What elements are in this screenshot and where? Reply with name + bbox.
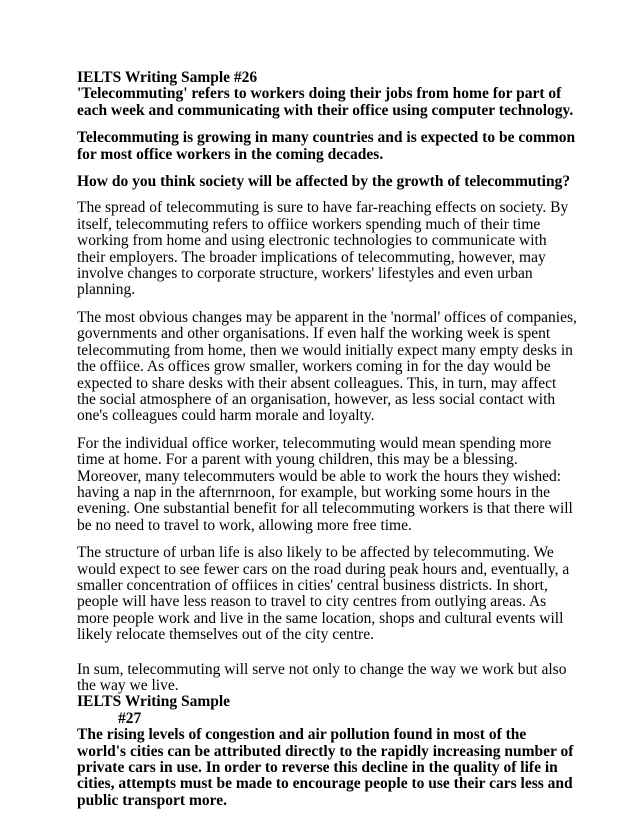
essay-paragraph-offices: The most obvious changes may be apparent in the 'normal' offices of companies, governments and other organisations. If even half the working week is spent telecommuting from home, then we would initially expect many empty desks in the offiice. As offices grow smaller, workers coming in for the day would be expected to share desks with their absent colleagues. This, in turn, may affect the social atmosphere of an organisation, however, as less social contact with one's colleagues could harm morale and loyalty.: [77, 308, 577, 425]
sample-26-title: IELTS Writing Sample #26: [77, 69, 258, 86]
essay-paragraph-individual: For the individual office worker, telecommuting would mean spending more time at home. For a parent with young children, this may be a blessing. Moreover, many telecommuters would be able to work the hours they wished: having a nap in the afternrnoon, for example, but working some hours in the evening. One substantial benefit for all telecommuting workers is that there will be no need to travel to work, allowing more free time.: [77, 434, 573, 534]
sample-26-prompt-statement: Telecommuting is growing in many countries and is expected to be common for most office workers in the coming decades.: [77, 129, 576, 163]
sample-27-number: #27: [118, 709, 142, 727]
essay-paragraph-urban: The structure of urban life is also likely to be affected by telecommuting. We would expect to see fewer cars on the road during peak hours and, eventually, a smaller concentration of offiices in cities' central business districts. In short, people will have less reason to travel to city centres from outlying areas. As more people work and live in the same location, shops and cultural events will likely relocate themselves out of the city centre.: [77, 544, 570, 644]
sample-26-question: How do you think society will be affected by the growth of telecommuting?: [77, 173, 571, 191]
sample-27-title: [77, 694, 577, 727]
essay-paragraph-conclusion: In sum, telecommuting will serve not only to change the way we work but also the way we live.: [77, 660, 567, 694]
sample-27-title-text: IELTS Writing Sample: [77, 693, 231, 711]
sample-27-prompt: The rising levels of congestion and air pollution found in most of the world's cities can be attributed directly to the rapidly increasing number of private cars in use. In order to reverse this decline in the quality of life in cities, attempts must be made to encourage people to use their cars less and public transport more.: [77, 726, 574, 809]
sample-26-prompt-definition: 'Telecommuting' refers to workers doing their jobs from home for part of each week and communicating with their office using computer technology.: [77, 85, 574, 119]
document-page: [77, 70, 577, 809]
essay-paragraph-intro: The spread of telecommuting is sure to have far-reaching effects on society. By itself, telecommuting refers to offiice workers spending much of their time working from home and using electronic technologies to communicate with their employers. The broader implications of telecommuting, however, may involve changes to corporate structure, workers' lifestyles and even urban planning.: [77, 199, 569, 299]
